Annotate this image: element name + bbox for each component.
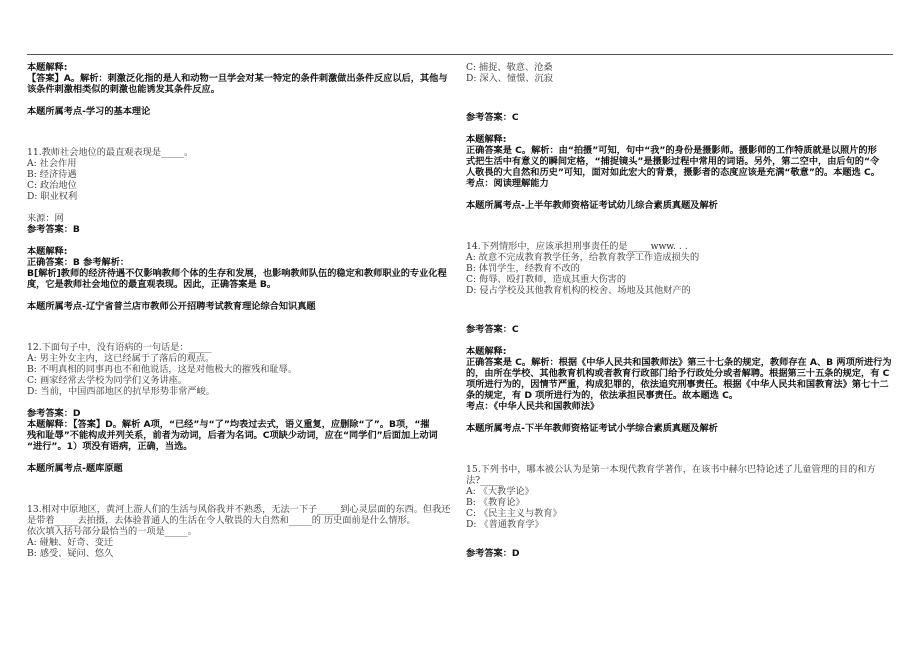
explanation-heading: 本题解释: <box>466 134 507 145</box>
explanation-text: 正确答案：B 参考解析： <box>27 257 130 268</box>
spacer <box>27 452 455 463</box>
topic-line: 本题所属考点-辽宁省普兰店市教师公开招聘考试教育理论综合知识真题 <box>27 301 316 312</box>
spacer <box>466 123 896 134</box>
explanation-text: 考点：《中华人民共和国教师法》 <box>466 401 600 412</box>
spacer <box>466 296 896 324</box>
question-14 <box>466 241 896 434</box>
option-d: D: 职业权利 <box>27 191 78 202</box>
option-d: D: 侵占学校及其他教育机构的校舍、场地及其他财产的 <box>466 285 691 296</box>
reference-answer: 参考答案：C <box>466 112 519 123</box>
question-stem: 是带着_____去拍摄，去体验普通人的生活在令人敬畏的大自然和_____的 历史面前是什么情形。 <box>27 515 416 526</box>
option-c: C: 捕捉、敬意、沧桑 <box>466 62 553 73</box>
option-b: B: 体罚学生，经教育不改的 <box>466 263 580 274</box>
spacer <box>466 211 896 241</box>
reference-answer: 参考答案：B <box>27 224 80 235</box>
spacer <box>27 117 455 147</box>
option-c: C: 画家经常去学校为同学们义务讲座。 <box>27 375 188 386</box>
option-d: D: 当前，中国西部地区的抗旱形势非常严峻。 <box>27 386 215 397</box>
question-stem: 12.下面句子中，没有语病的一句话是：_____ <box>27 342 212 353</box>
explanation-text: 考点：阅读理解能力 <box>466 178 549 189</box>
explanation-text: 残和耻辱”不能构成并列关系，前者为动词，后者为名词。C项缺少动词，应在“同学们”后面加上动词 <box>27 430 438 441</box>
left-column <box>27 62 455 559</box>
explanation-heading: 本题解释: <box>27 246 68 257</box>
option-d: D: 《普通教育学》 <box>466 519 544 530</box>
explanation-text: “进行”。1）项没有语病，正确，当选。 <box>27 441 193 452</box>
question-stem: 11.教师社会地位的最直观表现是_____。 <box>27 147 194 158</box>
option-c: C: 政治地位 <box>27 180 77 191</box>
question-stem: 14.下列情形中，应该承担刑事责任的是_____www. . . <box>466 241 688 252</box>
spacer <box>27 474 455 504</box>
explanation-text: 本题解释：【答案】D。解析 A项，“已经”与“了”均表过去式，语义重复，应删除“了”。B项，“摧 <box>27 419 430 430</box>
option-a: A: 男主外女主内，这已经属于了落后的观点。 <box>27 353 215 364</box>
option-a: A: 故意不完成教育教学任务，给教育教学工作造成损失的 <box>466 252 700 263</box>
question-stem: 15.下列书中，哪本被公认为是第一本现代教育学著作，在该书中赫尔巴特论述了儿童管理的目的和方 <box>466 464 876 475</box>
explanation-text: 正确答案是 C。解析：根据《中华人民共和国教师法》第三十七条的规定，教师存在 A、B 两项所进行为 <box>466 357 892 368</box>
question-15 <box>466 464 896 559</box>
page-top-rule <box>27 54 893 55</box>
spacer <box>27 397 455 408</box>
option-c: C: 《民主主义与教育》 <box>466 508 562 519</box>
explanation-heading: 本题解释: <box>466 346 507 357</box>
reference-answer: 参考答案：D <box>27 408 81 419</box>
explanation-heading: 本题解释: <box>27 62 68 73</box>
spacer <box>27 290 455 301</box>
explanation-text: B[解析]教师的经济待遇不仅影响教师个体的生存和发展，也影响教师队伍的稳定和教师职业的专业化程 <box>27 268 447 279</box>
option-c: C: 侮辱、殴打教师，造成其重大伤害的 <box>466 274 627 285</box>
spacer <box>27 202 455 213</box>
spacer <box>466 530 896 548</box>
explanation-text: 正确答案是 C。解析：由“拍摄”可知，句中“我”的身份是摄影师。摄影师的工作特质就是以照片的形 <box>466 145 877 156</box>
spacer <box>27 95 455 106</box>
spacer <box>27 235 455 246</box>
spacer <box>27 312 455 342</box>
explanation-text: 度，它是教师社会地位的最直观表现。因此，正确答案是 B。 <box>27 279 277 290</box>
spacer <box>466 412 896 423</box>
explanation-text: 【答案】A。解析：刺激泛化指的是人和动物一旦学会对某一特定的条件刺激做出条件反应以后，其他与 <box>27 73 448 84</box>
question-12 <box>27 342 455 474</box>
option-b: B: 《教育论》 <box>466 497 525 508</box>
spacer <box>466 335 896 346</box>
option-a: A: 《大教学论》 <box>466 486 534 497</box>
explanation-text: 式把生活中有意义的瞬间定格，“捕捉镜头”是摄影过程中常用的词语。另外，第二空中，由后句的“令 <box>466 156 880 167</box>
option-a: A: 碰触、好奇、变迁 <box>27 537 114 548</box>
question-11 <box>27 147 455 312</box>
topic-line: 本题所属考点-上半年教师资格证考试幼儿综合素质真题及解析 <box>466 200 718 211</box>
question-stem: 13.相对中原地区，黄河上游人们的生活与风俗我并不熟悉，无法一下子_____到心灵层面的东西。但我还 <box>27 504 451 515</box>
topic-line: 本题所属考点-学习的基本理论 <box>27 106 151 117</box>
option-d: D: 深入、憧憬、沉寂 <box>466 73 553 84</box>
topic-line: 本题所属考点-下半年教师资格证考试小学综合素质真题及解析 <box>466 423 718 434</box>
right-column <box>466 62 896 559</box>
explanation-text: 条的规定，有 D 项所进行为的，依法承担民事责任。故本题选 C。 <box>466 390 739 401</box>
reference-answer: 参考答案：C <box>466 324 519 335</box>
option-b: B: 感受、疑问、悠久 <box>27 548 114 559</box>
question-stem: 法?_____ <box>466 475 504 486</box>
explanation-text: 人敬畏的大自然和历史”可知，面对如此宏大的背景，摄影者的态度应该是充满“敬意”的。本题选 C。 <box>466 167 880 178</box>
topic-line: 本题所属考点-题库原题 <box>27 463 123 474</box>
option-a: A: 社会作用 <box>27 158 77 169</box>
spacer <box>466 84 896 112</box>
spacer <box>466 434 896 464</box>
question-stem: 依次填入括号部分最恰当的一项是_____。 <box>27 526 197 537</box>
option-b: B: 不明真相的同事再也不和他说话，这是对他极大的摧残和耻辱。 <box>27 364 298 375</box>
spacer <box>466 189 896 200</box>
explanation-text: 该条件刺激相类似的刺激也能诱发其条件反应。 <box>27 84 220 95</box>
question-13 <box>27 504 455 559</box>
explanation-text: 项所进行为的，因情节严重，构成犯罪的，依法追究刑事责任。根据《中华人民共和国教育法》第七十二 <box>466 379 889 390</box>
explanation-text: 的，由所在学校、其他教育机构或者教育行政部门给予行政处分或者解聘。根据第三十五条的规定，有 C <box>466 368 890 379</box>
source-line: 来源：网 <box>27 213 64 224</box>
option-b: B: 经济待遇 <box>27 169 77 180</box>
reference-answer: 参考答案：D <box>466 548 520 559</box>
